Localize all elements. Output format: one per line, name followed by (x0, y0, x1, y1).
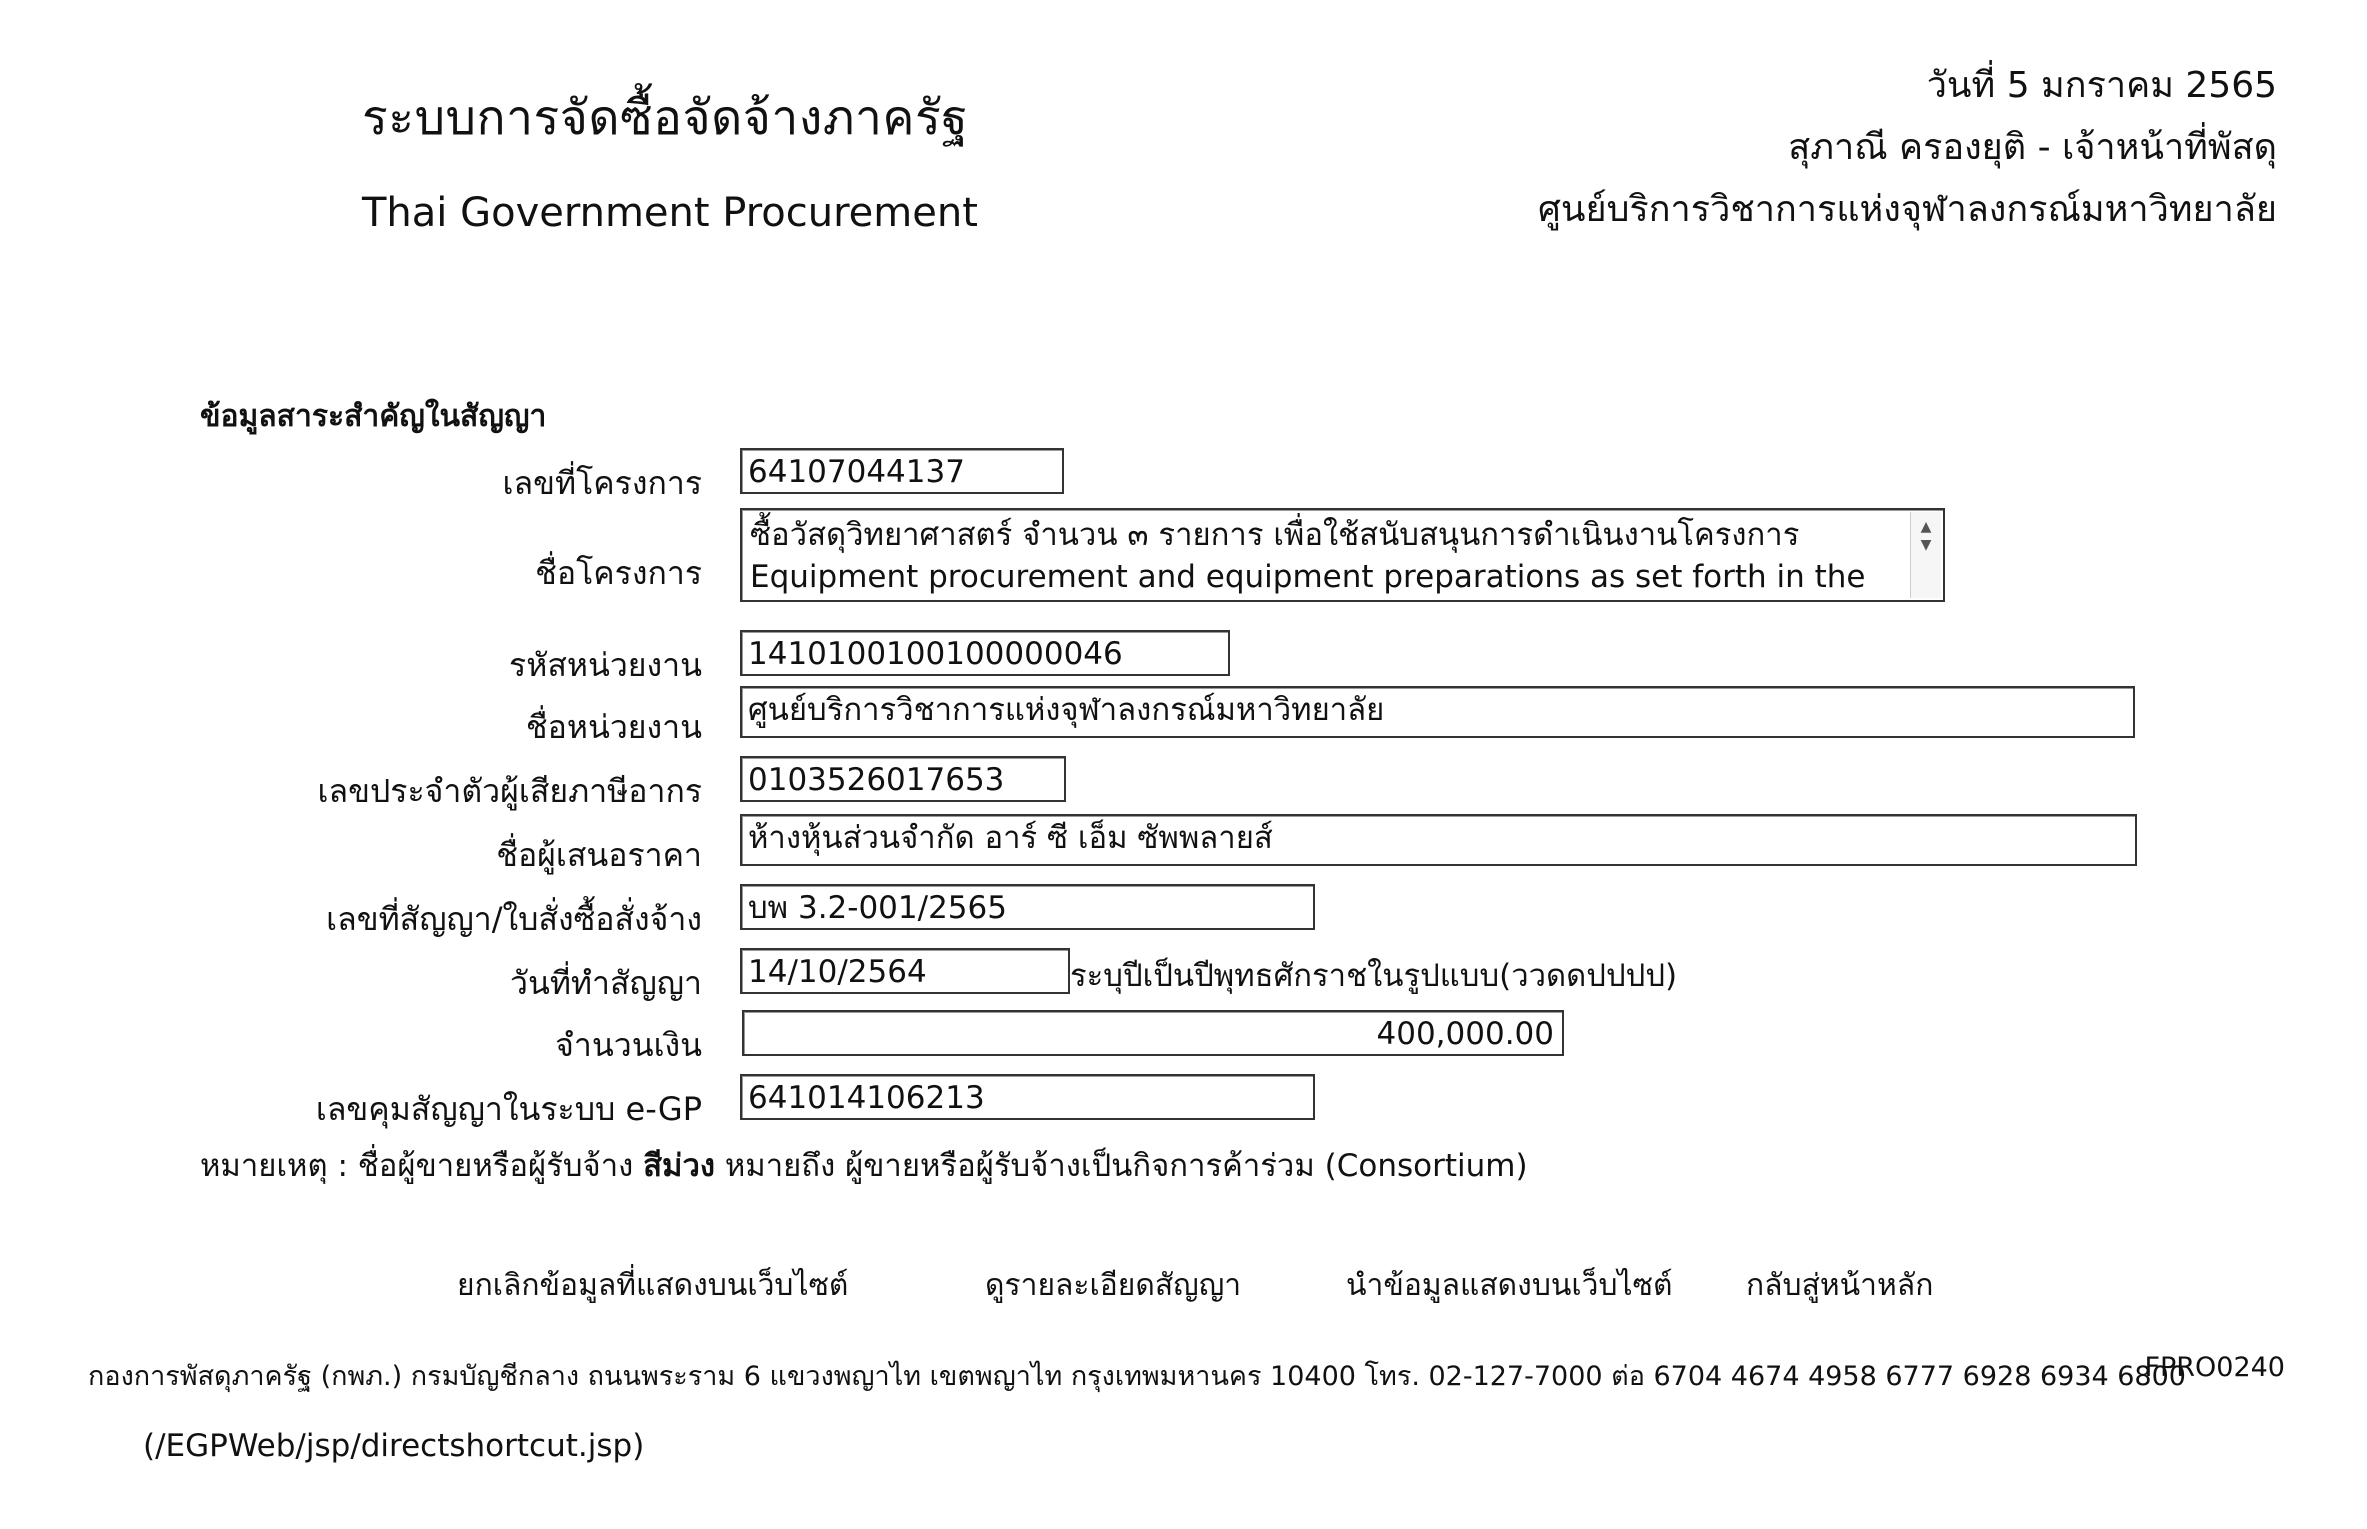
bidder-name-field[interactable]: ห้างหุ้นส่วนจำกัด อาร์ ซี เอ็ม ซัพพลายส์ (740, 814, 2137, 866)
section-title: ข้อมูลสาระสำคัญในสัญญา (200, 399, 547, 434)
dept-code-label: รหัสหน่วยงาน (509, 646, 702, 684)
note-highlight: สีม่วง (643, 1148, 716, 1184)
scroll-up-icon[interactable]: ▲ (1920, 519, 1932, 535)
page-title-th: ระบบการจัดซื้อจัดจ้างภาครัฐ (362, 90, 969, 146)
egp-no-field[interactable]: 641014106213 (740, 1074, 1315, 1120)
project-name-label: ชื่อโครงการ (535, 554, 702, 592)
publish-link[interactable]: นำข้อมูลแสดงบนเว็บไซต์ (1346, 1268, 1673, 1303)
bidder-name-label: ชื่อผู้เสนอราคา (496, 836, 702, 874)
contract-date-field[interactable]: 14/10/2564 (740, 948, 1070, 994)
project-no-label: เลขที่โครงการ (502, 464, 702, 502)
date-format-hint: ระบุปีเป็นปีพุทธศักราชในรูปแบบ(ววดดปปปป) (1070, 958, 1678, 994)
note-prefix: หมายเหตุ : ชื่อผู้ขายหรือผู้รับจ้าง (200, 1148, 644, 1184)
egp-no-label: เลขคุมสัญญาในระบบ e-GP (315, 1090, 702, 1128)
dept-name-field[interactable]: ศูนย์บริการวิชาการแห่งจุฬาลงกรณ์มหาวิทยาลัย (740, 686, 2135, 738)
tax-id-label: เลขประจำตัวผู้เสียภาษีอากร (317, 772, 702, 810)
cancel-display-link[interactable]: ยกเลิกข้อมูลที่แสดงบนเว็บไซต์ (457, 1268, 849, 1303)
contract-no-field[interactable]: บพ 3.2-001/2565 (740, 884, 1315, 930)
dept-name-label: ชื่อหน่วยงาน (525, 708, 702, 746)
tax-id-field[interactable]: 0103526017653 (740, 756, 1066, 802)
scroll-down-icon[interactable]: ▼ (1920, 537, 1932, 553)
view-contract-link[interactable]: ดูรายละเอียดสัญญา (985, 1268, 1242, 1303)
contract-date-label: วันที่ทำสัญญา (509, 964, 702, 1002)
project-name-line1: ซื้อวัสดุวิทยาศาสตร์ จำนวน ๓ รายการ เพื่อใช้สนับสนุนการดำเนินงานโครงการ (750, 517, 1800, 553)
textarea-scrollbar[interactable] (1910, 512, 1941, 598)
amount-field[interactable]: 400,000.00 (742, 1010, 1564, 1056)
home-link[interactable]: กลับสู่หน้าหลัก (1746, 1268, 1934, 1303)
footer-address: กองการพัสดุภาครัฐ (กพภ.) กรมบัญชีกลาง ถนนพระราม 6 แขวงพญาไท เขตพญาไท กรุงเทพมหานคร 10400 โทร. 02-127-7000 ต่อ 6704 4674 4958 6777 6928 6934 6800 (88, 1361, 2186, 1392)
project-no-field[interactable]: 64107044137 (740, 448, 1064, 494)
dept-code-field[interactable]: 1410100100100000046 (740, 630, 1230, 676)
footer-code: FPRO0240 (2144, 1352, 2285, 1383)
header-user: สุภาณี ครองยุติ - เจ้าหน้าที่พัสดุ (1788, 127, 2277, 168)
header-date: วันที่ 5 มกราคม 2565 (1926, 65, 2277, 106)
header-organization: ศูนย์บริการวิชาการแห่งจุฬาลงกรณ์มหาวิทยาลัย (1538, 189, 2277, 230)
page-title-en: Thai Government Procurement (362, 190, 978, 236)
project-name-textarea[interactable] (740, 508, 1945, 602)
contract-no-label: เลขที่สัญญา/ใบสั่งซื้อสั่งจ้าง (326, 900, 702, 938)
page-url: (/EGPWeb/jsp/directshortcut.jsp) (143, 1428, 645, 1464)
amount-label: จำนวนเงิน (555, 1026, 702, 1064)
note-text (200, 1140, 1528, 1190)
project-name-line2: Equipment procurement and equipment preparations as set forth in the (750, 559, 1866, 595)
note-suffix: หมายถึง ผู้ขายหรือผู้รับจ้างเป็นกิจการค้าร่วม (Consortium) (715, 1148, 1528, 1184)
